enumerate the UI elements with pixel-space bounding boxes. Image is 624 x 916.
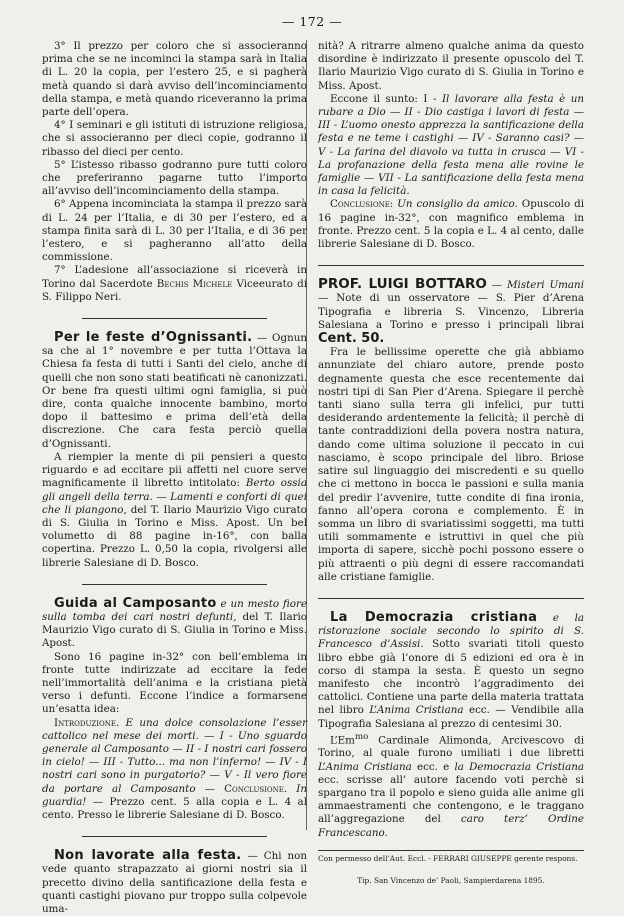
- camposanto-paragraph: Guida al Camposanto e un mesto fiore sulla tomba dei cari nostri defunti, del T. Ilario Maurizio Vigo curato di S. Giulia in Torino e Miss. Apost.: [42, 595, 307, 650]
- democrazia-paragraph-2: $L’Em^{mo}$ Cardinale Alimonda, Arcivescovo di Torino, al quale furono umiliati i due libretti L’Anima Cristiana ecc. e la Democrazia Cristiana ecc. scrisse all’ autore facendo voti perchè si spargano tra il popolo e sieno guida alle anime gli ammaestramenti che contengono, e le traggano all’aggregazione del caro terz’ Ordine Francescano.: [318, 731, 585, 839]
- paragraph-3: 3° Il prezzo per coloro che si associeranno prima che se ne incominci la stampa sarà in Italia di L. 20 la copia, per l’estero 25, e si pagherà metà quando si darà avviso dell’incominciamento della stampa, e metà quando riceveranno la prima parte dell’opera.: [42, 40, 307, 119]
- lavorate-continuation: nità? A ritrarre almeno qualche anima da questo disordine è indirizzato il presente opuscolo del T. Ilario Maurizio Vigo curato di S. Giulia in Torino e Miss. Apost.: [318, 40, 584, 92]
- section-divider: [318, 598, 584, 599]
- section-divider: [82, 318, 268, 319]
- footer-printer: Tip. San Vincenzo de’ Paoli, Sampierdarena 1895.: [357, 875, 545, 885]
- lavorate-paragraph: Non lavorate alla festa. — Chi non vede quanto strapazzato ai giorni nostri sia il precetto divino della santificazione della festa e quanti castighi piovano pur troppo sulla colpevole uma-: [42, 848, 307, 915]
- name-bechis: Bechis Michele: [156, 277, 233, 290]
- section-divider: [82, 836, 268, 837]
- ognissanti-paragraph-2: A riempier la mente di pii pensieri a questo riguardo e ad eccitare pii affetti nel cuore serve magnificamente il libretto intitolato: Berto ossia gli angeli della terra. — Lamenti e conforti di quei che li piangono, del T. Ilario Maurizio Vigo curato di S. Giulia in Torino e Miss. Apost. Un bel volumetto di 88 pagine in-16°, con balla copertina. Prezzo L. 0,50 la copia, rivolgersi alle librerie Salesiane di D. Bosco.: [42, 450, 307, 569]
- footer-permission: Con permesso dell’Aut. Eccl. - FERRARI GIUSEPPE gerente respons.: [318, 853, 578, 863]
- camposanto-title: Guida al Camposanto: [54, 595, 217, 611]
- democrazia-title: La Democrazia cristiana: [330, 609, 538, 625]
- paragraph-7: 7° L’adesione all’associazione si riceverà in Torino dal Sacerdote Bechis Michele Viceeurato di S. Filippo Neri.: [42, 264, 308, 303]
- paragraph-4: 4° I seminari e gli istituti di istruzione religiosa, che si associeranno per dieci copie, godranno il ribasso del dieci per cento.: [42, 119, 307, 158]
- section-divider: [318, 265, 584, 266]
- camposanto-paragraph-2: Sono 16 pagine in-32° con bell’emblema in fronte tutte indirizzate ad eccitare la fede nell’immortalità dell’anima e la cristiana pietà verso i defunti. Eccone l’indice a formarsene un’esatta idea:: [42, 650, 307, 716]
- lavorate-index: Eccone il sunto: I - Il lavorare alla festa è un rubare a Dio — II - Dio castiga i lavori di festa — III - L’uomo onesto apprezza la santificazione della festa e ne teme i castighi — IV - Saranno casi? — V - La farina del diavolo va tutta in crusca — VI - La profanazione della festa mena alle rovine le famiglie — VII - La santificazione della festa mena in casa la felicità.: [318, 92, 584, 198]
- section-divider: [82, 584, 268, 585]
- paragraph-5: 5° L’istesso ribasso godranno pure tutti coloro che preferiranno pagarne tutto l’importo all’avviso dell’incominciamento della stampa.: [42, 158, 307, 198]
- lavorate-conclusion: Conclusione: Un consiglio da amico. Opuscolo di 16 pagine in-32°, con magnifico emblema in fronte. Prezzo cent. 5 la copia e L. 4 al cento, dalle librerie Salesiane di D. Bosco.: [318, 198, 584, 251]
- paragraph-6: 6° Appena incominciata la stampa il prezzo sarà di L. 24 per l’Italia, e di 30 per l’estero, ed a stampa finita sarà di L. 30 per l’Italia, e di 36 per l’estero, e si pagheranno all’atto della commissione.: [42, 198, 307, 264]
- ognissanti-title: Per le feste d’Ognissanti.: [54, 330, 253, 346]
- bottaro-paragraph: Fra le bellissime operette che già abbiamo annunziate del chiaro autore, prende posto degnamente questa che esce recentemente dai nostri tipi di San Pier d’Arena. Spiegare il perchè tanti siano sulla terra gli infelici, pur tutti desiderando ardentemente la felicità; il perchè di tante contraddizioni della povera nostra natura, dando come ultima soluzione il peccato in cui nasciamo, è scopo principale del libro. Briose satire sul linguaggio dei miscredenti e su quello che ci mettono in bocca le passioni e sulla mania del predir l’avvenire, tutte condite di fina ironia, fanno all’opera corona e complemento. È in somma un libro di svariatissimi soggetti, ma tutti utili sommamente e istruttivi in quel che più importa di sapere, sicchè pochi possono essere o più attraenti o più degni di essere raccomandati alle cristiane famiglie.: [318, 346, 584, 583]
- bottaro-name: PROF. LUIGI BOTTARO: [318, 276, 487, 293]
- lavorate-title: Non lavorate alla festa.: [54, 848, 242, 864]
- camposanto-index: Introduzione. E una dolce consolazione l’esser cattolico nel mese dei morti. — I - Uno sguardo generale al Camposanto — II - I nostri cari fossero in cielo! — III - Tutto... ma non l’inferno! — IV - I nostri cari sono in purgatorio? — V - Il vero fiore da portare al Camposanto — Conclusione. In guardia! — Prezzo cent. 5 alla copia e L. 4 al cento. Presso le librerie Salesiane di D. Bosco.: [42, 716, 307, 821]
- ognissanti-paragraph: Per le feste d’Ognissanti. — Ognun sa che al 1° novembre e per tutta l’Ottava la Chiesa fa festa di tutti i Santi del cielo, anche di quelli che non sono stati beatificati nè canonizzati. Or bene fra questi ultimi ogni famiglia, si può dire, conta qualche innocente bambino, morto dopo il battesimo e prima dell’età della discrezione. Che cara festa perciò quella d’Ognissanti.: [42, 330, 307, 450]
- democrazia-paragraph: La Democrazia cristiana e la ristorazione sociale secondo lo spirito di S. Francesco d’Assisi. Sotto svariati titoli questo libro ebbe già l’onore di 5 edizioni ed ora è in corso di stampa la sesta. È questo un segno manifesto che incontrò l’aggradimento dei cattolici. Contiene una parte della materia trattata nel libro L’Anima Cristiana ecc. — Vendibile alla Tipografia Salesiana al prezzo di centesimi 30.: [318, 609, 585, 730]
- right-column: [318, 40, 584, 887]
- left-column: [42, 40, 307, 916]
- bottaro-heading: PROF. LUIGI BOTTARO — Misteri Umani — Note di un osservatore — S. Pier d’Arena Tipografia e libreria S. Vincenzo, Libreria Salesiana a Torino e presso i principali librai Cent. 50.: [318, 276, 584, 347]
- page-number: — 172 —: [281, 14, 343, 29]
- bottaro-price: Cent. 50.: [318, 331, 385, 347]
- footer-divider: [318, 850, 584, 851]
